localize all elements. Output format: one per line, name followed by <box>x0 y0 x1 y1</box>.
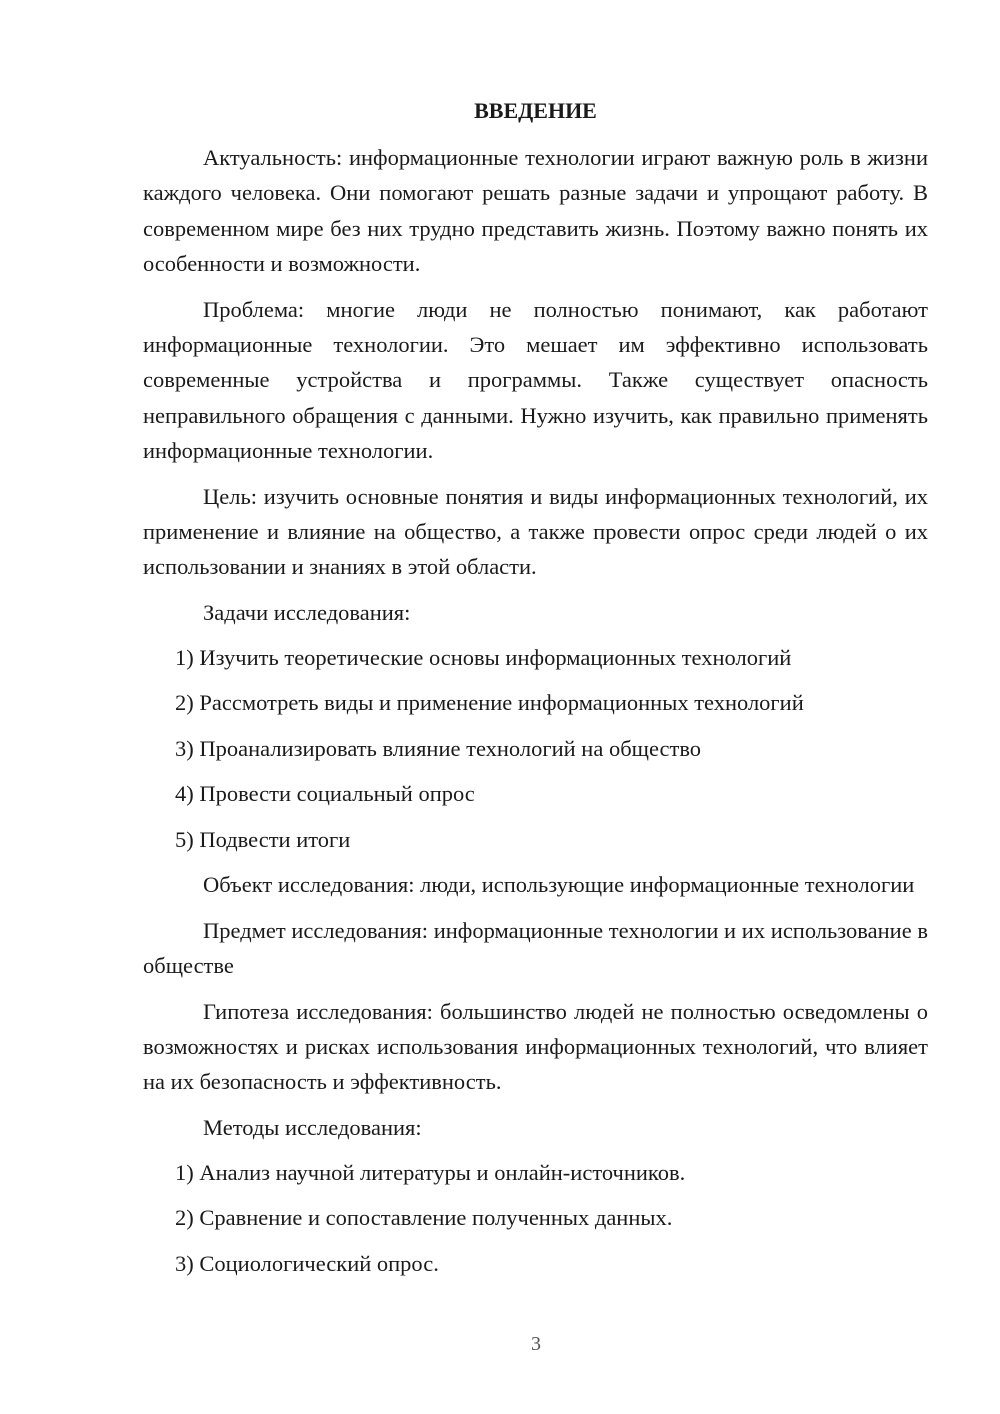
tasks-heading: Задачи исследования: <box>203 599 411 625</box>
relevance-paragraph: Актуальность: информационные технологии играют важную роль в жизни каждого человека. Они помогают решать разные задачи и упрощают работу. В современном мире без них трудно представить жизнь. Поэтому важно понять их особенности и возможности. <box>143 145 928 277</box>
list-item: 2) Рассмотреть виды и применение информационных технологий <box>175 690 804 716</box>
object-paragraph: Объект исследования: люди, использующие информационные технологии <box>203 872 915 898</box>
subject-paragraph: Предмет исследования: информационные технологии и их использование в обществе <box>143 917 928 979</box>
list-item: 5) Подвести итоги <box>175 826 351 852</box>
problem-paragraph: Проблема: многие люди не полностью понимают, как работают информационные технологии. Это мешает им эффективно использовать современные устройства и программы. Также существует опасность неправильного обращения с данными. Нужно изучить, как правильно применять информационные технологии. <box>143 296 928 464</box>
list-item: 1) Анализ научной литературы и онлайн-источников. <box>175 1159 686 1185</box>
methods-heading: Методы исследования: <box>203 1114 422 1140</box>
list-item: 3) Социологический опрос. <box>175 1250 439 1276</box>
section-title: ВВЕДЕНИЕ <box>474 98 597 123</box>
page-content <box>143 92 928 1291</box>
tasks-list <box>143 640 928 857</box>
list-item: 4) Провести социальный опрос <box>175 781 475 807</box>
methods-list <box>143 1155 928 1281</box>
list-item: 3) Проанализировать влияние технологий на общество <box>175 735 702 761</box>
goal-paragraph: Цель: изучить основные понятия и виды информационных технологий, их применение и влияние на общество, а также провести опрос среди людей о их использовании и знаниях в этой области. <box>143 483 928 580</box>
page-number: 3 <box>531 1333 541 1355</box>
list-item: 1) Изучить теоретические основы информационных технологий <box>175 644 792 670</box>
hypothesis-paragraph: Гипотеза исследования: большинство людей не полностью осведомлены о возможностях и рисках использования информационных технологий, что влияет на их безопасность и эффективность. <box>143 998 928 1095</box>
list-item: 2) Сравнение и сопоставление полученных данных. <box>175 1205 673 1231</box>
